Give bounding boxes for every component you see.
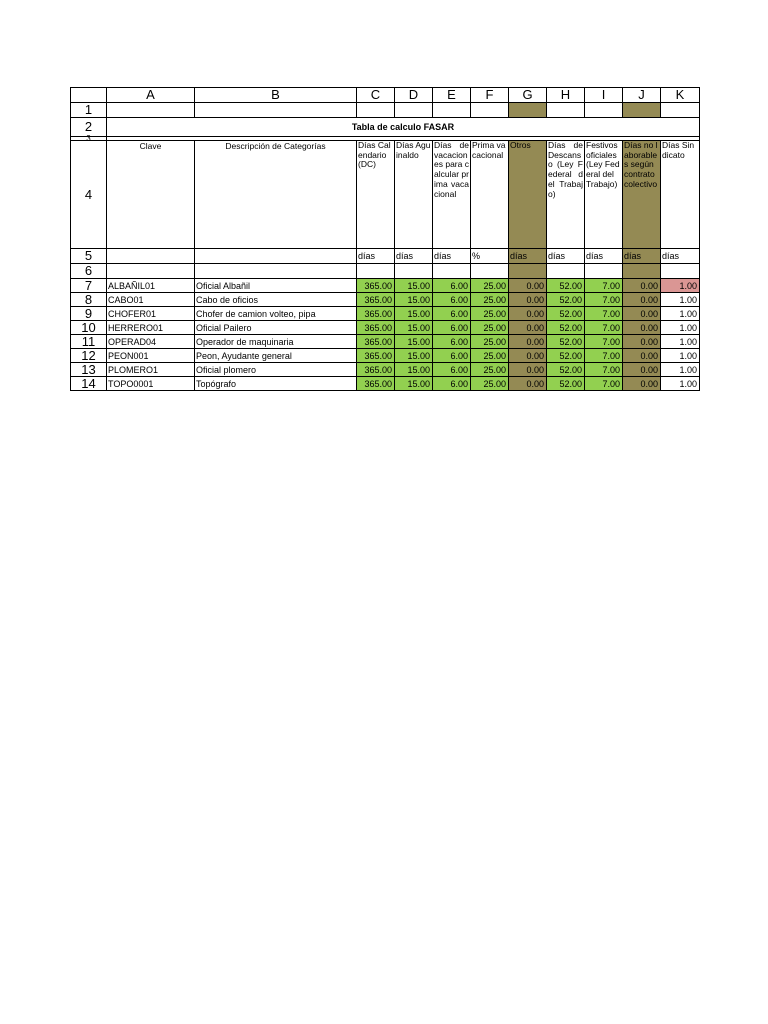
cell-g[interactable]: 0.00 xyxy=(509,307,547,321)
cell-e[interactable]: 6.00 xyxy=(433,279,471,293)
table-row xyxy=(71,349,700,363)
cell-d[interactable]: 15.00 xyxy=(395,279,433,293)
row-number[interactable]: 6 xyxy=(71,264,107,279)
cell-j[interactable]: 0.00 xyxy=(623,307,661,321)
cell-descripcion[interactable]: Oficial Pailero xyxy=(195,321,357,335)
cell[interactable] xyxy=(357,103,395,118)
cell[interactable] xyxy=(433,264,471,279)
unit-cell[interactable]: días xyxy=(585,249,623,264)
cell-c[interactable]: 365.00 xyxy=(357,335,395,349)
cell-j[interactable]: 0.00 xyxy=(623,335,661,349)
cell-g[interactable]: 0.00 xyxy=(509,293,547,307)
cell-e[interactable]: 6.00 xyxy=(433,293,471,307)
cell[interactable] xyxy=(357,264,395,279)
row-number[interactable]: 7 xyxy=(71,279,107,293)
unit-cell[interactable]: días xyxy=(547,249,585,264)
cell-c[interactable]: 365.00 xyxy=(357,321,395,335)
cell-descripcion[interactable]: Chofer de camion volteo, pipa xyxy=(195,307,357,321)
cell-c[interactable]: 365.00 xyxy=(357,293,395,307)
header-dias-vacaciones[interactable]: Días de vacaciones para calcular prima vacacional xyxy=(433,141,471,249)
row-number[interactable]: 4 xyxy=(71,141,107,249)
row-number[interactable]: 8 xyxy=(71,293,107,307)
table-row xyxy=(71,293,700,307)
cell-i[interactable]: 7.00 xyxy=(585,377,623,391)
cell[interactable] xyxy=(547,103,585,118)
unit-cell[interactable]: días xyxy=(661,249,700,264)
cell-i[interactable]: 7.00 xyxy=(585,335,623,349)
cell-f[interactable]: 25.00 xyxy=(471,363,509,377)
cell[interactable] xyxy=(509,103,547,118)
cell[interactable] xyxy=(585,264,623,279)
unit-cell[interactable]: días xyxy=(623,249,661,264)
row-number[interactable]: 14 xyxy=(71,377,107,391)
cell-k[interactable]: 1.00 xyxy=(661,377,700,391)
header-dias-no-laborables[interactable]: Días no laborables según contrato colectivo xyxy=(623,141,661,249)
cell-j[interactable]: 0.00 xyxy=(623,321,661,335)
cell-h[interactable]: 52.00 xyxy=(547,293,585,307)
cell-h[interactable]: 52.00 xyxy=(547,335,585,349)
cell-f[interactable]: 25.00 xyxy=(471,321,509,335)
unit-cell[interactable]: días xyxy=(433,249,471,264)
cell-clave[interactable]: OPERAD04 xyxy=(107,335,195,349)
cell-clave[interactable]: TOPO0001 xyxy=(107,377,195,391)
cell-descripcion[interactable]: Oficial plomero xyxy=(195,363,357,377)
cell-c[interactable]: 365.00 xyxy=(357,307,395,321)
col-header-g[interactable]: G xyxy=(509,88,547,103)
cell-h[interactable]: 52.00 xyxy=(547,279,585,293)
cell-f[interactable]: 25.00 xyxy=(471,335,509,349)
cell-clave[interactable]: ALBAÑIL01 xyxy=(107,279,195,293)
cell-c[interactable]: 365.00 xyxy=(357,279,395,293)
col-header-i[interactable]: I xyxy=(585,88,623,103)
cell-i[interactable]: 7.00 xyxy=(585,279,623,293)
header-descripcion[interactable]: Descripción de Categorías xyxy=(195,141,357,249)
cell-e[interactable]: 6.00 xyxy=(433,349,471,363)
cell[interactable] xyxy=(661,103,700,118)
cell-g[interactable]: 0.00 xyxy=(509,363,547,377)
cell-descripcion[interactable]: Oficial Albañil xyxy=(195,279,357,293)
cell-h[interactable]: 52.00 xyxy=(547,349,585,363)
cell-j[interactable]: 0.00 xyxy=(623,279,661,293)
cell-k[interactable]: 1.00 xyxy=(661,293,700,307)
cell-clave[interactable]: PEON001 xyxy=(107,349,195,363)
row-5-units xyxy=(71,249,700,264)
cell[interactable] xyxy=(195,249,357,264)
row-number[interactable]: 13 xyxy=(71,363,107,377)
sheet-title[interactable]: Tabla de calculo FASAR xyxy=(107,118,700,137)
fasar-spreadsheet xyxy=(70,87,700,391)
cell-d[interactable]: 15.00 xyxy=(395,321,433,335)
cell-d[interactable]: 15.00 xyxy=(395,307,433,321)
cell-clave[interactable]: HERRERO01 xyxy=(107,321,195,335)
cell-d[interactable]: 15.00 xyxy=(395,349,433,363)
cell-k[interactable]: 1.00 xyxy=(661,307,700,321)
header-dias-descanso[interactable]: Días de Descanso (Ley Federal del Trabajo) xyxy=(547,141,585,249)
cell-f[interactable]: 25.00 xyxy=(471,349,509,363)
sheet-body xyxy=(71,88,700,391)
row-number[interactable]: 9 xyxy=(71,307,107,321)
cell-f[interactable]: 25.00 xyxy=(471,377,509,391)
col-header-d[interactable]: D xyxy=(395,88,433,103)
cell-j[interactable]: 0.00 xyxy=(623,349,661,363)
row-number[interactable]: 3 xyxy=(71,137,107,141)
cell-d[interactable]: 15.00 xyxy=(395,377,433,391)
header-prima-vacacional[interactable]: Prima vacacional xyxy=(471,141,509,249)
cell-f[interactable]: 25.00 xyxy=(471,293,509,307)
header-dias-aguinaldo[interactable]: Días Aguinaldo xyxy=(395,141,433,249)
cell-h[interactable]: 52.00 xyxy=(547,377,585,391)
cell[interactable] xyxy=(433,103,471,118)
row-6 xyxy=(71,264,700,279)
table-row xyxy=(71,363,700,377)
cell-k[interactable]: 1.00 xyxy=(661,363,700,377)
cell[interactable] xyxy=(471,103,509,118)
table-row xyxy=(71,377,700,391)
table-row xyxy=(71,335,700,349)
cell-k[interactable]: 1.00 xyxy=(661,349,700,363)
row-4-headers xyxy=(71,141,700,249)
table-row xyxy=(71,279,700,293)
row-number[interactable]: 2 xyxy=(71,118,107,137)
cell[interactable] xyxy=(195,264,357,279)
cell-d[interactable]: 15.00 xyxy=(395,335,433,349)
cell-g[interactable]: 0.00 xyxy=(509,321,547,335)
row-number[interactable]: 1 xyxy=(71,103,107,118)
corner-cell[interactable] xyxy=(71,88,107,103)
cell-i[interactable]: 7.00 xyxy=(585,349,623,363)
cell-k[interactable]: 1.00 xyxy=(661,335,700,349)
cell-e[interactable]: 6.00 xyxy=(433,363,471,377)
cell-e[interactable]: 6.00 xyxy=(433,321,471,335)
cell-i[interactable]: 7.00 xyxy=(585,307,623,321)
cell-i[interactable]: 7.00 xyxy=(585,321,623,335)
cell-g[interactable]: 0.00 xyxy=(509,335,547,349)
col-header-k[interactable]: K xyxy=(661,88,700,103)
cell[interactable] xyxy=(509,264,547,279)
cell-c[interactable]: 365.00 xyxy=(357,377,395,391)
col-header-a[interactable]: A xyxy=(107,88,195,103)
unit-cell[interactable]: días xyxy=(357,249,395,264)
cell-d[interactable]: 15.00 xyxy=(395,293,433,307)
cell-descripcion[interactable]: Operador de maquinaria xyxy=(195,335,357,349)
unit-cell[interactable]: días xyxy=(509,249,547,264)
row-1 xyxy=(71,103,700,118)
cell[interactable] xyxy=(195,103,357,118)
cell-g[interactable]: 0.00 xyxy=(509,349,547,363)
cell-clave[interactable]: PLOMERO1 xyxy=(107,363,195,377)
cell-clave[interactable]: CHOFER01 xyxy=(107,307,195,321)
cell-g[interactable]: 0.00 xyxy=(509,279,547,293)
header-dias-calendario[interactable]: Días Calendario (DC) xyxy=(357,141,395,249)
cell-descripcion[interactable]: Cabo de oficios xyxy=(195,293,357,307)
column-header-row xyxy=(71,88,700,103)
row-number[interactable]: 12 xyxy=(71,349,107,363)
cell-g[interactable]: 0.00 xyxy=(509,377,547,391)
row-number[interactable]: 10 xyxy=(71,321,107,335)
cell-f[interactable]: 25.00 xyxy=(471,279,509,293)
col-header-c[interactable]: C xyxy=(357,88,395,103)
cell-f[interactable]: 25.00 xyxy=(471,307,509,321)
header-dias-sindicato[interactable]: Días Sindicato xyxy=(661,141,700,249)
cell[interactable] xyxy=(623,103,661,118)
cell-e[interactable]: 6.00 xyxy=(433,307,471,321)
cell-i[interactable]: 7.00 xyxy=(585,293,623,307)
cell-descripcion[interactable]: Topógrafo xyxy=(195,377,357,391)
cell-i[interactable]: 7.00 xyxy=(585,363,623,377)
row-2 xyxy=(71,118,700,137)
cell-h[interactable]: 52.00 xyxy=(547,363,585,377)
cell[interactable] xyxy=(547,264,585,279)
col-header-j[interactable]: J xyxy=(623,88,661,103)
cell-e[interactable]: 6.00 xyxy=(433,377,471,391)
col-header-h[interactable]: H xyxy=(547,88,585,103)
unit-cell[interactable]: % xyxy=(471,249,509,264)
cell[interactable] xyxy=(395,103,433,118)
col-header-e[interactable]: E xyxy=(433,88,471,103)
cell-c[interactable]: 365.00 xyxy=(357,363,395,377)
cell[interactable] xyxy=(623,264,661,279)
header-festivos-oficiales[interactable]: Festivos oficiales (Ley Federal del Trabajo) xyxy=(585,141,623,249)
cell-clave[interactable]: CABO01 xyxy=(107,293,195,307)
cell[interactable] xyxy=(471,264,509,279)
cell-h[interactable]: 52.00 xyxy=(547,307,585,321)
cell-h[interactable]: 52.00 xyxy=(547,321,585,335)
cell[interactable] xyxy=(107,249,195,264)
cell-c[interactable]: 365.00 xyxy=(357,349,395,363)
cell[interactable] xyxy=(107,103,195,118)
cell[interactable] xyxy=(395,264,433,279)
cell-j[interactable]: 0.00 xyxy=(623,363,661,377)
table-row xyxy=(71,307,700,321)
row-number[interactable]: 5 xyxy=(71,249,107,264)
cell[interactable] xyxy=(107,264,195,279)
col-header-b[interactable]: B xyxy=(195,88,357,103)
cell-k[interactable]: 1.00 xyxy=(661,279,700,293)
cell-e[interactable]: 6.00 xyxy=(433,335,471,349)
cell[interactable] xyxy=(661,264,700,279)
cell-j[interactable]: 0.00 xyxy=(623,377,661,391)
col-header-f[interactable]: F xyxy=(471,88,509,103)
header-clave[interactable]: Clave xyxy=(107,141,195,249)
cell-descripcion[interactable]: Peon, Ayudante general xyxy=(195,349,357,363)
cell-k[interactable]: 1.00 xyxy=(661,321,700,335)
row-number[interactable]: 11 xyxy=(71,335,107,349)
header-otros[interactable]: Otros xyxy=(509,141,547,249)
unit-cell[interactable]: días xyxy=(395,249,433,264)
cell[interactable] xyxy=(585,103,623,118)
cell-d[interactable]: 15.00 xyxy=(395,363,433,377)
table-row xyxy=(71,321,700,335)
cell-j[interactable]: 0.00 xyxy=(623,293,661,307)
